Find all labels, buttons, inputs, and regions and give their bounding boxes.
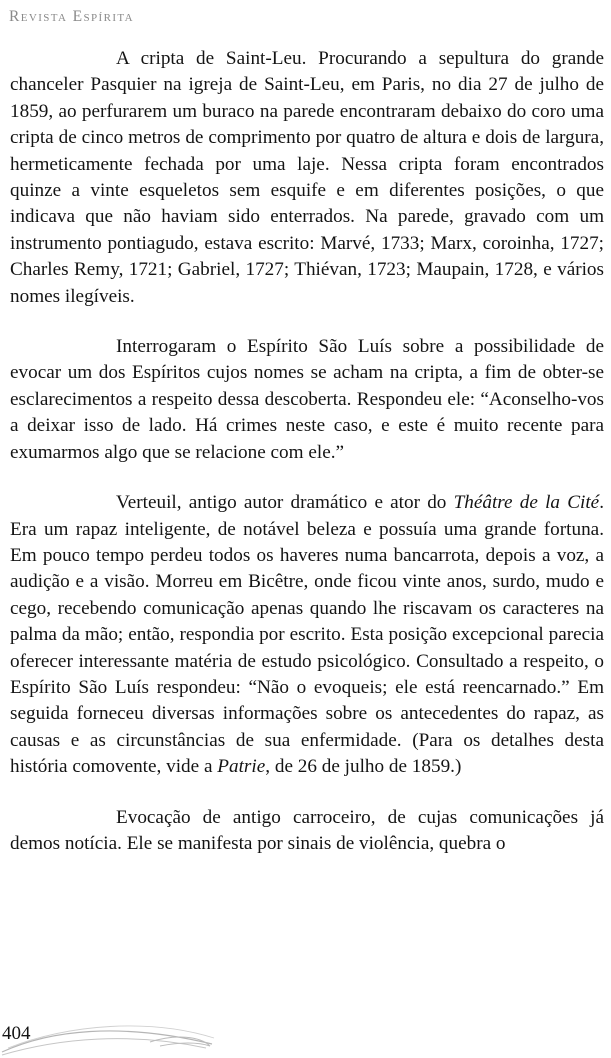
italic-title: Patrie (217, 756, 266, 778)
text-run: Verteuil, antigo autor dramático e ator do (116, 492, 454, 514)
italic-title: Théâtre de la Cité (453, 492, 600, 514)
body-text (10, 46, 604, 857)
page-number: 404 (2, 1023, 31, 1044)
text-run: A cripta de Saint-Leu. Procurando a sepultura do grande chanceler Pasquier na igreja de Saint-Leu, em Paris, no dia 27 de julho de 1859, ao perfurarem um buraco na parede encontraram debaixo do coro uma cripta de cinco metros de comprimento por quatro de altura e dois de largura, hermeticamente fechada por uma laje. Nessa cripta foram encontrados quinze a vinte esqueletos sem esquife e em diferentes posições, o que indicava que não haviam sido enterrados. Na parede, gravado com um instrumento pontiagudo, estava escrito: Marvé, 1733; Marx, coroinha, 1727; Charles Remy, 1721; Gabriel, 1727; Thiévan, 1723; Maupain, 1728, e vários nomes ilegíveis. (10, 48, 604, 307)
text-run: Evocação de antigo carroceiro, de cujas comunicações já demos notícia. Ele se manifesta por sinais de violência, quebra o (10, 806, 604, 854)
paragraph-crypt-saint-leu (10, 46, 604, 310)
text-run: , de 26 de julho de 1859.) (265, 756, 462, 778)
paragraph-verteuil (10, 490, 604, 780)
paragraph-carroceiro (10, 805, 604, 858)
text-run: Interrogaram o Espírito São Luís sobre a possibilidade de evocar um dos Espíritos cujos nomes se acham na cripta, a fim de obter-se esclarecimentos a respeito dessa descoberta. Respondeu ele: “Aconselho-vos a deixar isso de lado. Há crimes neste caso, e este é muito recente para exumarmos algo que se relacione com ele.” (10, 336, 604, 463)
paragraph-saint-louis-reply (10, 334, 604, 466)
ornament-flourish-icon (0, 1012, 220, 1058)
running-head: Revista Espírita (9, 8, 134, 25)
text-run: . Era um rapaz inteligente, de notável beleza e possuía uma grande fortuna. Em pouco tempo perdeu todos os haveres numa bancarrota, depois a voz, a audição e a visão. Morreu em Bicêtre, onde ficou vinte anos, surdo, mudo e cego, recebendo comunicação apenas quando lhe riscavam os caracteres na palma da mão; então, respondia por escrito. Esta posição excepcional parecia oferecer interessante matéria de estudo psicológico. Consultado a respeito, o Espírito São Luís respondeu: “Não o evoqueis; ele está reencarnado.” Em seguida forneceu diversas informações sobre os antecedentes do rapaz, as causas e as circunstâncias de sua enfermidade. (Para os detalhes desta história comovente, vide a (10, 492, 604, 778)
